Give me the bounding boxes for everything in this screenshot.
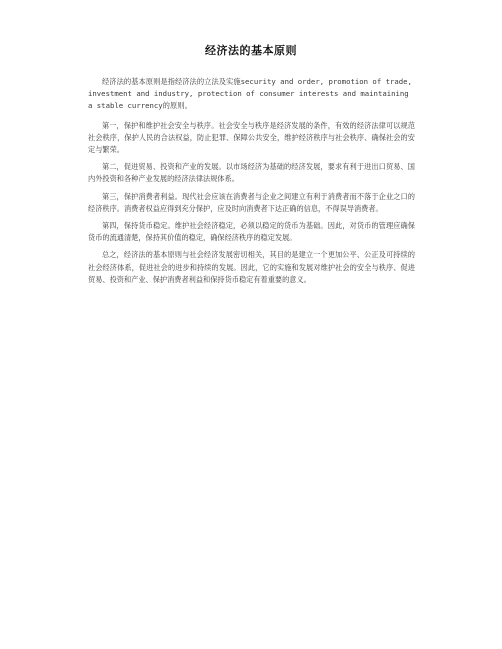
document-body — [88, 76, 415, 291]
paragraph-principle-2: 第二，促进贸易、投资和产业的发展。以市场经济为基础的经济发展，要求有利于进出口贸易、国内外投资和各种产业发展的经济法律法规体系。 — [88, 162, 415, 184]
paragraph-principle-4: 第四，保持货币稳定。维护社会经济稳定，必须以稳定的货币为基础。因此，对货币的管理应确保货币的流通清楚，保持其价值的稳定，确保经济秩序的稳定发展。 — [88, 221, 415, 243]
paragraph-principle-3: 第三，保护消费者利益。现代社会应该在消费者与企业之间建立有利于消费者而不落于企业之口的经济秩序。消费者权益应得到充分保护，应及时向消费者下达正确的信息，不得误导消费者。 — [88, 191, 415, 213]
paragraph-principle-1: 第一，保护和维护社会安全与秩序。社会安全与秩序是经济发展的条件，有效的经济法律可以规范社会秩序，保护人民的合法权益，防止犯罪、保障公共安全，维护经济秩序与社会秩序、确保社会的安定与繁荣。 — [88, 120, 415, 155]
paragraph-conclusion: 总之，经济法的基本原则与社会经济发展密切相关，其目的是建立一个更加公平、公正及可持续的社会经济体系，促进社会的进步和持续的发展。因此，它的实施和发展对维护社会的安全与秩序、促进贸易、投资和产业、保护消费者利益和保持货币稳定有着重要的意义。 — [88, 250, 415, 284]
paragraph-intro: 经济法的基本原则是指经济法的立法及实施security and order, promotion of trade, investment and industry, protection of consumer interests and maintaining a stable currency的原则。 — [88, 77, 412, 111]
document-title: 经济法的基本原则 — [205, 44, 297, 57]
